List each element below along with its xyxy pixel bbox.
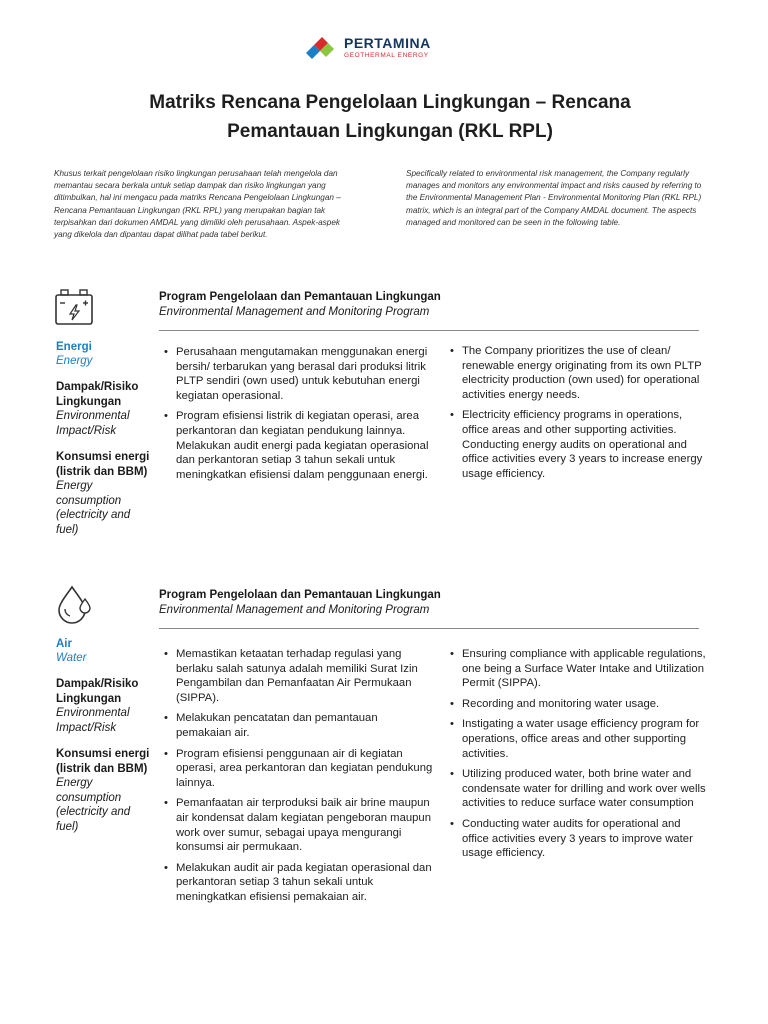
- program-header: [159, 588, 699, 629]
- list-item: • Utilizing produced water, both brine water and condensate water for drilling and work over wells activities to reduce surface water consumption: [448, 767, 708, 811]
- brand-subtitle: GEOTHERMAL ENERGY: [344, 52, 429, 60]
- page-title: [90, 88, 690, 146]
- impact-label-en: Environmental Impact/Risk: [56, 410, 130, 437]
- list-item: • Memastikan ketaatan terhadap regulasi yang berlaku salah satunya adalah memiliki Surat Izin Pengambilan dan Pemanfaatan Air Permukaan (SIPPA).: [162, 647, 434, 705]
- brand-name: PERTAMINA: [344, 35, 431, 52]
- impact-label-id: Dampak/Risiko Lingkungan: [56, 678, 139, 705]
- program-bullets-id: [162, 647, 434, 911]
- list-item: • Perusahaan mengutamakan menggunakan energi bersih/ terbarukan yang berasal dari produksi litrik PLTP sendiri (own used) untuk kebutuhan energi kegiatan operasional.: [162, 345, 434, 403]
- energy-sidebar: [56, 340, 152, 549]
- impact-value-en: Energy consumption (electricity and fuel): [56, 777, 131, 833]
- list-item: • Ensuring compliance with applicable regulations, one being a Surface Water Intake and Utilization Permit (SIPPA).: [448, 647, 708, 691]
- category-label-en: Energy: [56, 355, 93, 367]
- battery-bolt-icon: [54, 286, 96, 326]
- list-item: • Pemanfaatan air terproduksi baik air brine maupun air kondensat dalam kegiatan pengeboran maupun work over sumur, sebagai upaya mengurangi konsumsi air permukaan.: [162, 796, 434, 854]
- page-title-line-1: Matriks Rencana Pengelolaan Lingkungan – Rencana: [149, 92, 631, 113]
- impact-label-en: Environmental Impact/Risk: [56, 707, 130, 734]
- pertamina-logo-icon: [302, 31, 338, 65]
- list-item: • Conducting water audits for operational and office activities every 3 years to improve water usage efficiency.: [448, 817, 708, 861]
- page-title-line-2: Pemantauan Lingkungan (RKL RPL): [227, 121, 553, 142]
- program-title-id: Program Pengelolaan dan Pemantauan Lingkungan: [159, 291, 441, 303]
- category-label-en: Water: [56, 652, 87, 664]
- impact-value-id: Konsumsi energi (listrik dan BBM): [56, 748, 150, 775]
- water-drop-icon: [54, 584, 96, 624]
- program-title-id: Program Pengelolaan dan Pemantauan Lingkungan: [159, 589, 441, 601]
- list-item: • Melakukan audit air pada kegiatan operasional dan perkantoran setiap 3 tahun sekali untuk meningkatkan efisiensi pemakaian air.: [162, 861, 434, 905]
- intro-paragraph-id: Khusus terkait pengelolaan risiko lingkungan perusahaan telah mengelola dan memantau secara berkala untuk setiap dampak dan risiko lingkungan yang ditimbulkan, hal ini mengacu pada matriks Rencana Pengelolaan Lingkungan – Rencana Pemantauan Lingkungan (RKL RPL) yang merupakan bagian tak terpisahkan dari dokumen AMDAL yang dimiliki oleh perusahaan. Aspek-aspek yang dikelola dan dipantau dapat dilihat pada tabel berikut.: [54, 169, 341, 240]
- list-item: • Instigating a water usage efficiency program for operations, office areas and other supporting activities.: [448, 717, 708, 761]
- list-item: • Program efisiensi penggunaan air di kegiatan operasi, area perkantoran dan kegiatan pendukung lainnya.: [162, 747, 434, 791]
- list-item: • Program efisiensi listrik di kegiatan operasi, area perkantoran dan kegiatan pendukung lainnya. Melakukan audit energi pada kegiatan operasional dan perkantoran setiap 3 tahun sekali untuk meningkatkan efisiensi dalam penggunaan energi.: [162, 409, 434, 482]
- list-item: • Melakukan pencatatan dan pemantauan pemakaian air.: [162, 711, 434, 740]
- program-bullets-en: [448, 647, 708, 867]
- program-title-en: Environmental Management and Monitoring Program: [159, 306, 430, 318]
- category-label-id: Air: [56, 638, 72, 650]
- program-title-en: Environmental Management and Monitoring Program: [159, 604, 430, 616]
- list-item: • Electricity efficiency programs in operations, office areas and other supporting activities. Conducting energy audits on operational and office activities every 3 years to increase energy usage efficiency.: [448, 408, 708, 481]
- program-bullets-en: [448, 344, 708, 487]
- impact-value-id: Konsumsi energi (listrik dan BBM): [56, 451, 150, 478]
- water-sidebar: [56, 637, 152, 846]
- list-item: • The Company prioritizes the use of clean/ renewable energy originating from its own PLTP electricity production (own used) for operational activities energy needs.: [448, 344, 708, 402]
- impact-value-en: Energy consumption (electricity and fuel): [56, 480, 131, 536]
- program-header: [159, 290, 699, 331]
- program-bullets-id: [162, 345, 434, 488]
- category-label-id: Energi: [56, 341, 92, 353]
- pertamina-logo: [302, 30, 431, 66]
- intro-paragraph-en: Specifically related to environmental risk management, the Company regularly manages and monitors any environmental impact and risks caused by referring to the Environmental Management Plan - Environmental Monitoring Plan (RKL RPL) matrix, which is an integral part of the Company AMDAL document. The aspects managed and monitored can be seen in the following table.: [406, 169, 702, 227]
- impact-label-id: Dampak/Risiko Lingkungan: [56, 381, 139, 408]
- list-item: • Recording and monitoring water usage.: [448, 697, 708, 712]
